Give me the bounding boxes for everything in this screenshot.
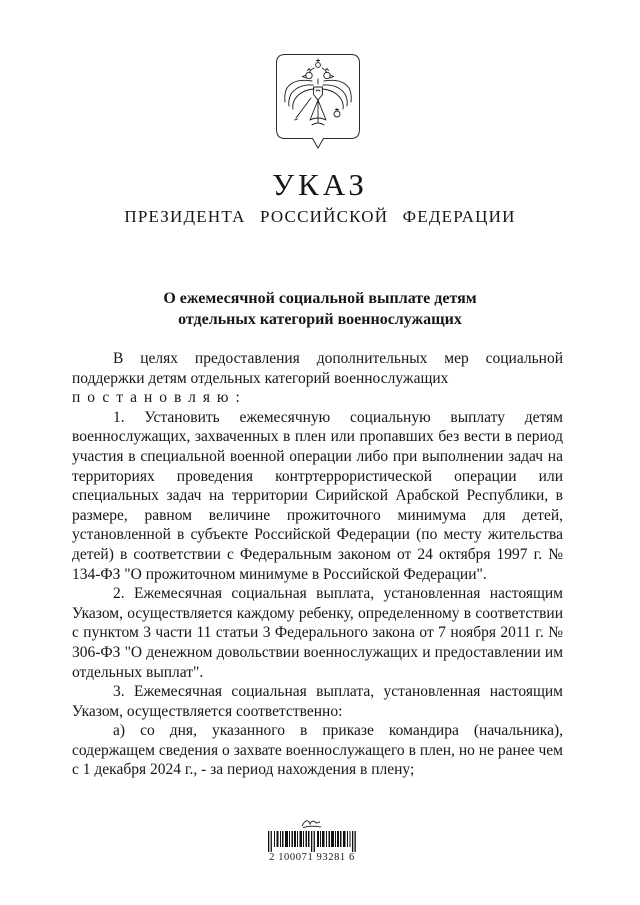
decree-subject-line1: О ежемесячной социальной выплате детям — [163, 290, 477, 307]
decree-title: УКАЗ — [272, 167, 368, 202]
barcode-block — [268, 818, 356, 863]
paragraph-item1: 1. Установить ежемесячную социальную выплату детям военнослужащих, захваченных в плен или пропавших без вести в период участия в специальной военной операции либо при выполнении задач на территориях проведения контртеррористической операции или специальных задач на территории Сирийской Арабской Республики, в размере, равном величине прожиточного минимума для детей, установленной в субъекте Российской Федерации (по месту жительства детей) в соответствии с Федеральным законом от 24 октября 1997 г. № 134-ФЗ "О прожиточном минимуме в Российской Федерации". — [72, 408, 563, 583]
barcode-digits: 2 100071 93281 6 — [269, 852, 355, 863]
decree-body — [72, 349, 563, 780]
decree-subject — [0, 288, 640, 330]
paragraph-item3a: а) со дня, указанного в приказе командира (начальника), содержащем сведения о захвате военнослужащего в плен, но не ранее чем с 1 декабря 2024 г., - за период нахождения в плену; — [72, 722, 563, 779]
coat-of-arms-icon — [276, 54, 360, 151]
barcode — [268, 831, 356, 852]
decree-issuer: ПРЕЗИДЕНТА РОССИЙСКОЙ ФЕДЕРАЦИИ — [124, 207, 516, 226]
paragraph-item3: 3. Ежемесячная социальная выплата, установленная настоящим Указом, осуществляется соответственно: — [72, 683, 563, 720]
decree-word: постановляю: — [72, 389, 247, 407]
paragraph-item2: 2. Ежемесячная социальная выплата, установленная настоящим Указом, осуществляется каждому ребенку, определенному в соответствии с пунктом 3 части 11 статьи 3 Федерального закона от 7 ноября 2011 г. № 306-ФЗ "О денежном довольствии военнослужащих и предоставлении им отдельных выплат". — [72, 585, 563, 681]
paragraph-intro: В целях предоставления дополнительных мер социальной поддержки детям отдельных категорий военнослужащих — [72, 350, 563, 387]
decree-subject-line2: отдельных категорий военнослужащих — [178, 311, 462, 328]
barcode-mark-icon — [299, 818, 325, 830]
